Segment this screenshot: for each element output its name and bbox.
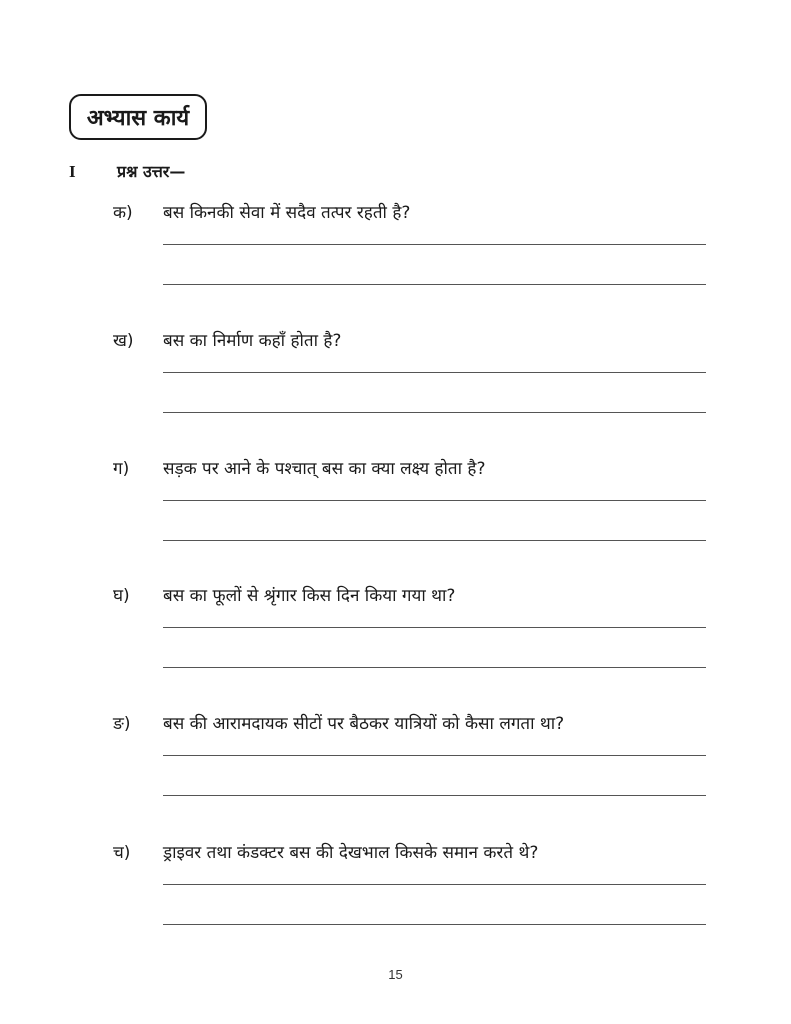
- answer-line[interactable]: [163, 755, 706, 756]
- question-text: बस का फूलों से श्रृंगार किस दिन किया गया था?: [163, 586, 456, 606]
- answer-line[interactable]: [163, 540, 706, 541]
- question-text: ड्राइवर तथा कंडक्टर बस की देखभाल किसके समान करते थे?: [163, 843, 539, 863]
- answer-line[interactable]: [163, 244, 706, 245]
- answer-line[interactable]: [163, 372, 706, 373]
- page-number: 15: [388, 967, 403, 982]
- question-label: क): [113, 203, 133, 223]
- question-label: ख): [113, 331, 134, 351]
- answer-line[interactable]: [163, 284, 706, 285]
- question-item: [0, 328, 791, 428]
- question-item: [0, 711, 791, 811]
- question-text: सड़क पर आने के पश्चात् बस का क्या लक्ष्य होता है?: [163, 459, 486, 479]
- question-text: बस की आरामदायक सीटों पर बैठकर यात्रियों को कैसा लगता था?: [163, 714, 565, 734]
- question-item: [0, 200, 791, 300]
- question-item: [0, 583, 791, 683]
- question-text: बस किनकी सेवा में सदैव तत्पर रहती है?: [163, 203, 411, 223]
- question-label: ङ): [113, 714, 131, 734]
- question-item: [0, 456, 791, 556]
- question-label: ग): [113, 459, 130, 479]
- answer-line[interactable]: [163, 500, 706, 501]
- exercise-heading: अभ्यास कार्य: [86, 106, 190, 131]
- exercise-heading-box: [69, 94, 207, 140]
- answer-line[interactable]: [163, 924, 706, 925]
- question-item: [0, 840, 791, 940]
- answer-line[interactable]: [163, 884, 706, 885]
- answer-line[interactable]: [163, 627, 706, 628]
- question-label: घ): [113, 586, 130, 606]
- section-title: प्रश्न उत्तर—: [117, 162, 186, 181]
- question-text: बस का निर्माण कहाँ होता है?: [163, 331, 342, 351]
- answer-line[interactable]: [163, 667, 706, 668]
- question-label: च): [113, 843, 131, 863]
- answer-line[interactable]: [163, 412, 706, 413]
- section-number: I: [69, 162, 76, 181]
- answer-line[interactable]: [163, 795, 706, 796]
